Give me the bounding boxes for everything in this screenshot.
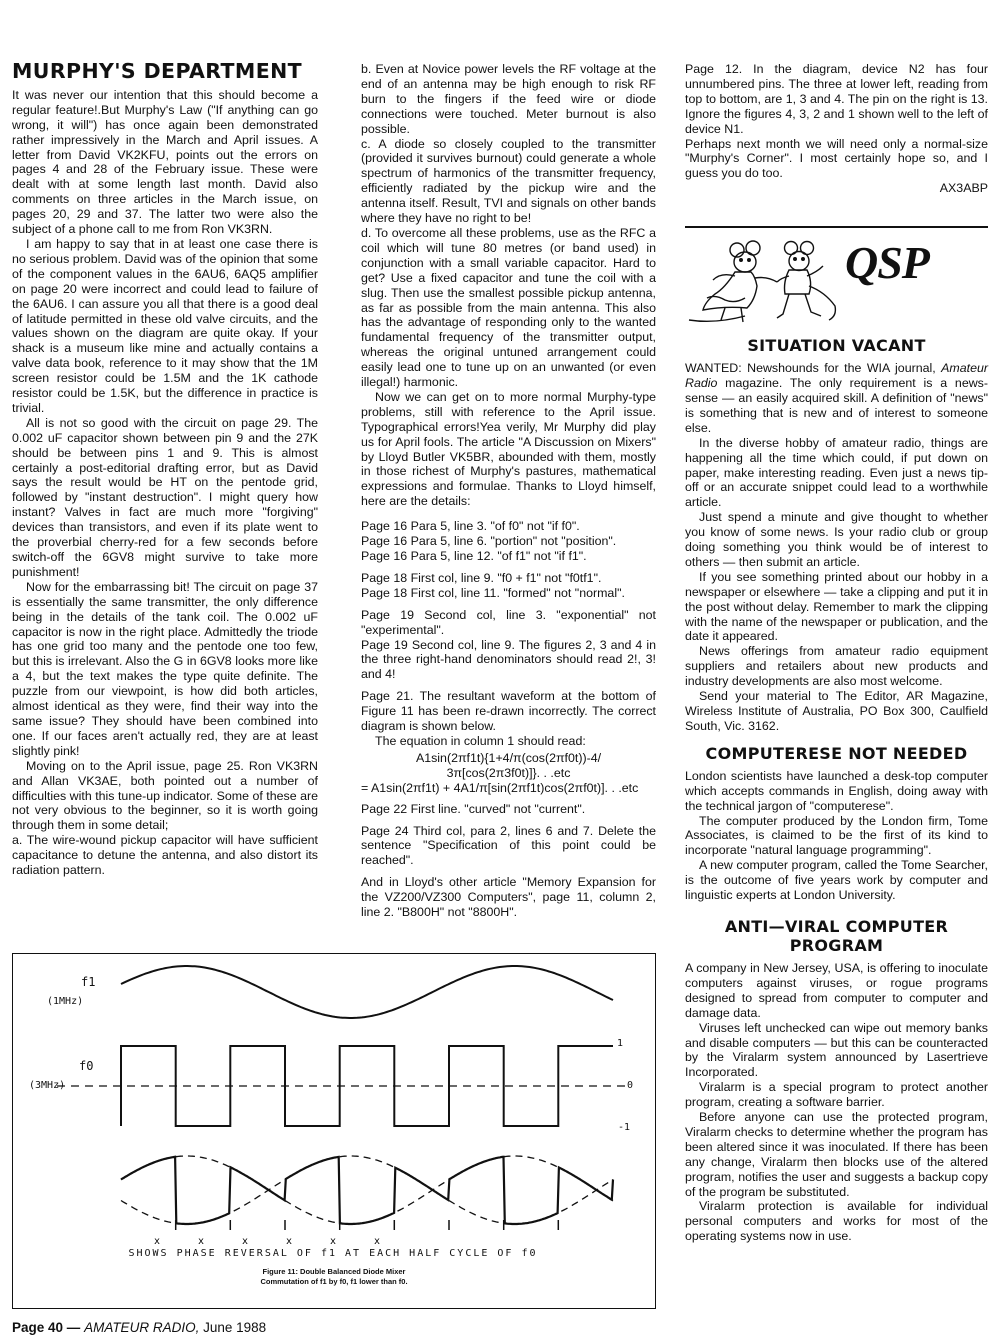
paragraph: The computer produced by the London firm, Tome Associates, is claimed to be the first of its kind to incorporate "natural language programming". [685,813,988,858]
f0-frequency-label: (3MHz) [29,1080,66,1091]
errata-line: Page 16 Para 5, line 3. "of f0" not "if f0". [361,519,580,534]
paragraph: Viralarm protection is available for individual personal computers and works for most of the operating systems now in use. [685,1199,988,1244]
errata-line: And in Lloyd's other article "Memory Expansion for the VZ200/VZ300 Computers", page 11, column 2, line 2. "B800H" not "8800H". [361,875,656,920]
paragraph: Now we can get on to more normal Murphy-type problems, still with reference to the April issue. Typographical errors!Yea verily, Mr Murphy did play us for April fools. The article "A Discussion on Mixers" by Lloyd Butler VK5BR, abounded with them, mostly in those richest of Murphy's pastures, mathematical expressions and formulae. Thanks to Lloyd himself, here are the details: [361,389,656,509]
reversal-marker: x [373,1236,381,1247]
computerese-heading: COMPUTERESE NOT NEEDED [705,743,968,763]
dancing-mice-illustration [685,236,845,328]
errata-line: Page 18 First col, line 9. "f0 + f1" not "f0tf1". [361,570,602,585]
errata-group [361,519,656,564]
signature: AX3ABP [939,181,988,196]
reversal-marker: x [285,1236,293,1247]
column-2 [361,62,656,920]
lead-text: magazine. The only requirement is a news-sense — an easily acquired skill. A definition of "news" is something that is new and of interest to someone else. [685,376,988,435]
output-envelope-upper [121,1156,613,1224]
reversal-marker: x [153,1236,161,1247]
reversal-marker: x [241,1236,249,1247]
equation-line: A1sin(2πf1t){1+4/π(cos(2πf0t))-4/ [415,750,602,765]
mixer-output-wave [121,1157,613,1224]
qsp-logo [685,236,988,332]
waveform-diagram [13,954,654,1264]
phase-reversal-note: SHOWS PHASE REVERSAL OF f1 AT EACH HALF CYCLE OF f0 [128,1248,538,1259]
errata-line: Page 21. The resultant waveform at the bottom of Figure 11 has been re-drawn incorrectly. The correct diagram is shown below. [361,689,656,734]
page-number: Page 40 — [12,1320,81,1335]
paragraph: c. A diode so closely coupled to the transmitter (provided it survives burnout) could generate a whole spectrum of harmonics of the transmitter frequency, efficiently radiated by the pickup wire and the antenna itself. Result, TVI and signals on other bands where they have no right to be! [361,136,656,226]
paragraph: a. The wire-wound pickup capacitor will have sufficient capacitance to detune the antenna, and also distort its radiation pattern. [12,833,318,878]
axis-minus-one-label: -1 [618,1122,631,1133]
paragraph: News offerings from amateur radio equipment suppliers and retailers about new products and industry developments are also most welcome. [685,644,988,689]
paragraph: In the diverse hobby of amateur radio, things are happening all the time which could, if put down on paper, make interesting reading. Even just a news tip-off or an accurate snippet could lead to a worthwhile article. [685,435,988,510]
paragraph: All is not so good with the circuit on page 29. The 0.002 uF capacitor shown between pin 9 and the 27K should be between pins 1 and 9. This is almost certainly a post-editorial drafting error, but as David says the result would be HT on the pentode grid, followed by "instant destruction". I might query how instant? Valves in fact are much more "forgiving" devices than transistors, and even if its plate went to the proverbial cherry-red for a few seconds before switch-off the 6GV8 might survive to take more punishment! [12,415,318,579]
paragraph: A new computer program, called the Tome Searcher, is the outcome of five years work by computer and linguistic experts at London University. [685,858,988,903]
equation [361,751,656,796]
magazine-title: Amateur Radio [685,361,988,391]
situation-vacant-heading: SITUATION VACANT [747,336,926,356]
column-1 [12,58,318,878]
output-envelope-lower [121,1156,613,1224]
paragraph: Just spend a minute and give thought to whether you know of some news. Is your radio club or group doing something you think would be of interest to others — then submit an article. [685,510,988,569]
paragraph: Viruses left unchecked can wipe out memory banks and disable computers — but this can be counteracted by the Viralarm system announced by Lasertrieve Incorporated. [685,1020,988,1080]
errata-group [361,571,656,601]
errata-line: Page 24 Third col, para 2, lines 6 and 7. Delete the sentence "Specification of this point could be reached". [361,823,656,868]
paragraph: London scientists have launched a desk-top computer which accepts commands in English, doing away with the technical jargon of "computerese". [685,768,988,813]
magazine-name: AMATEUR RADIO, [84,1320,200,1335]
figure-11 [12,953,656,1309]
paragraph: Now for the embarrassing bit! The circuit on page 37 is essentially the same transmitter, the only difference being in the details of the tank coil. The 0.002 uF capacitor is now in the right place. Admittedly the triode has one grid too many and the pentode one too few, but this is irrelevant. Also the G in 6GV8 looks more like a 4, but the text makes the type quite definite. The puzzle from our viewpoint, is how did both articles, almost identical as they were, find their way into the same issue? They should have been combined into one. If our faces aren't actually red, they are at least slightly pink! [12,579,318,758]
errata-line: Page 19 Second col, line 9. The figures 2, 3 and 4 in the three right-hand denominators should read 2!, 3! and 4! [361,637,656,682]
f1-sine-wave [121,966,613,1018]
errata-line: Page 18 First col, line 11. "formed" not "normal". [361,585,625,600]
paragraph: Perhaps next month we will need only a normal-size "Murphy's Corner". I most certainly hope so, and I guess you do too. [685,136,988,181]
anti-viral-heading: ANTI—VIRAL COMPUTER PROGRAM [724,916,949,955]
errata-line: Page 16 Para 5, line 12. "of f1" not "if f1". [361,549,587,563]
errata-line: Page 16 Para 5, line 6. "portion" not "position". [361,534,617,549]
paragraph: Before anyone can use the protected program, Viralarm checks to determine whether the program has been altered since it was inoculated. If there has been any change, Viralarm then blocks use of the altered program, notifies the user and suggests a backup copy of the program be substituted. [685,1110,988,1199]
paragraph: I am happy to say that in at least one case there is no serious problem. David was of the opinion that some of the component values in the 6AU6, 6AQ5 amplifier on page 20 were incorrect and could lead to failure of the 6AU6. I can assure you all that there is a good deal of latitude permitted in these old valve circuits, and the values shown on the diagram are quite okay. If your shack is a museum like mine and actually contains a valve data book, reference to it may show that the 1M screen resistor could be 1.5M and the 1K cathode resistor could be 1.5K, but the difference in practice is trivial. [12,236,318,415]
errata-line: Page 19 Second col, line 3. "exponential" not "experimental". [361,607,656,637]
errata-line: Page 22 First line. "curved" not "current". [361,801,586,816]
caption-line: Commutation of f1 by f0, f1 lower than f0. [260,1277,408,1286]
paragraph: Page 12. In the diagram, device N2 has four unnumbered pins. The three at lower left, reading from top to bottom, are 1, 3 and 4. The pin on the right is 13. Ignore the figures 4, 3, 2 and 1 shown well to the left of device N1. [685,62,988,136]
paragraph: A company in New Jersey, USA, is offering to inoculate computers against viruses, or rogue programs designed to spread from computer to computer and damage data. [685,960,988,1020]
equation-line: 3π[cos(2π3f0t)]}. . .etc [446,765,571,780]
axis-zero-label: 0 [627,1080,634,1091]
caption-line: Figure 11: Double Balanced Diode Mixer [262,1267,406,1276]
reversal-marker: x [197,1236,205,1247]
section-divider [685,226,988,228]
paragraph: Moving on to the April issue, page 25. Ron VK3RN and Allan VK3AE, both pointed out a number of difficulties with this tune-up indicator. Some of these are not very obvious to the beginner, so it is worth going through them in some detail; [12,758,318,833]
errata-group [361,689,656,734]
paragraph: Viralarm is a special program to protect another program, creating a software barrier. [685,1080,988,1110]
lead-text: WANTED: Newshounds for the WIA journal, [685,361,942,376]
equation-line: = A1sin(2πf1t) + 4A1/π[sin(2πf1t)cos(2πf0t)]. . .etc [361,780,639,795]
f1-frequency-label: (1MHz) [47,996,84,1007]
f0-label: f0 [79,1059,94,1073]
paragraph [685,361,988,436]
axis-plus-one-label: 1 [617,1038,624,1049]
column-3 [685,62,988,1244]
f1-label: f1 [81,975,96,989]
paragraph: Send your material to The Editor, AR Magazine, Wireless Institute of Australia, PO Box 300, Caulfield South, Vic. 3162. [685,689,988,733]
paragraph: d. To overcome all these problems, use as the RFC a coil which will tune 80 metres (or band used) in conjunction with a small variable capacitor. Hard to get? Use a fixed capacitor and tune the coil with a slug. Then use the smallest possible pickup antenna, as far as possible from the main antenna. This also has the advantage of responding only to the wanted fundamental frequency of the transmitter output, whereas the original untuned arrangement could easily lead one to tune up on an unwanted (or even illegal!) harmonic. [361,225,656,390]
figure-caption [13,1267,655,1287]
reversal-marker: x [329,1236,337,1247]
qsp-wordmark: QSP [845,237,929,289]
paragraph: If you see something printed about our hobby in a newspaper or elsewhere — take a clipping and put it in the post without delay. Remember to mark the clipping with the name of the newspaper or publication, and the date it appeared. [685,569,988,644]
errata-group [361,608,656,683]
paragraph: It was never our intention that this should become a regular feature!.But Murphy's Law ("If anything can go wrong, it will") has once again been demonstrated rather impressively in the March and April issues. A letter from David VK2KFU, points out the errors on pages 4 and 28 of the February issue. These were dealt with at some length last month. David also comments on three articles in the March issue, on pages 20, 29 and 37. The latter two were also the subject of a phone call to me from Ron VK3RN. [12,87,318,237]
issue-date: June 1988 [203,1320,267,1335]
equation-intro: The equation in column 1 should read: [375,733,586,748]
paragraph: b. Even at Novice power levels the RF voltage at the end of an antenna may be high enough to risk RF burn to the fingers if the feed wire or diode connections were touched. Meter burnout is also possible. [361,62,656,136]
page-footer [12,1320,266,1335]
murphys-department-heading: MURPHY'S DEPARTMENT [12,59,303,83]
